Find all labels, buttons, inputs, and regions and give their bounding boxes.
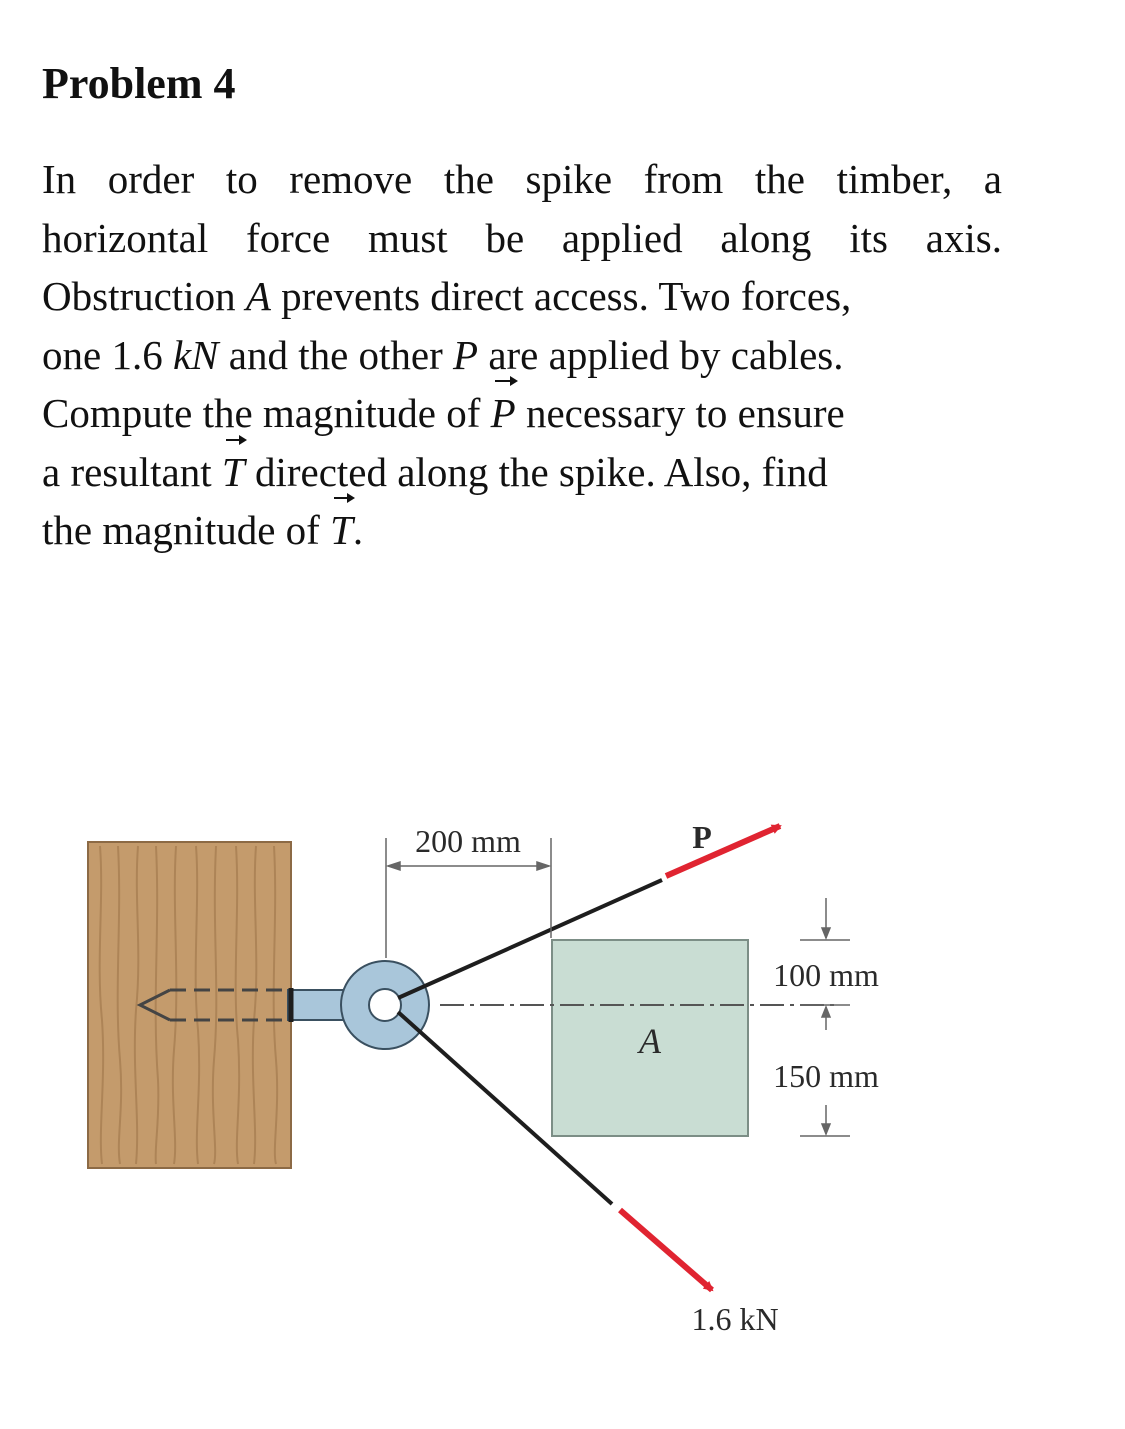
vector-t: T — [222, 443, 245, 502]
problem-line-2: horizontal force must be applied along its axis. — [42, 214, 1002, 261]
timber-block — [88, 842, 291, 1168]
problem-line-3: Obstruction A prevents direct access. Two forces, — [42, 273, 852, 319]
force-1-6kn-arrow — [620, 1210, 712, 1290]
force-p-arrow — [666, 826, 780, 876]
problem-line-1: In order to remove the spike from the timber, a — [42, 156, 1002, 202]
obstruction-label: A — [639, 1021, 661, 1061]
problem-line-4: one 1.6 kN and the other P are applied by cables. — [42, 331, 844, 378]
vector-t-magnitude: T — [330, 501, 353, 560]
unit-kn: kN — [172, 331, 219, 378]
problem-title: Problem 4 — [42, 59, 236, 108]
spike-eye — [288, 961, 429, 1049]
problem-line-5: Compute the magnitude of P necessary to ensure — [42, 384, 1002, 443]
force-1-6kn-label: 1.6 kN — [691, 1301, 779, 1337]
vector-p: P — [491, 384, 516, 443]
dimension-150mm-label: 150 mm — [773, 1058, 879, 1094]
problem-line-6: a resultant T directed along the spike. Also, find — [42, 443, 1002, 502]
dimension-100mm-label: 100 mm — [773, 957, 879, 993]
problem-line-7: the magnitude of T. — [42, 501, 1002, 560]
force-p-label: P — [692, 819, 712, 855]
dimension-vertical — [800, 898, 850, 1136]
variable-a: A — [245, 273, 271, 319]
variable-p: P — [453, 331, 479, 378]
dimension-200mm-label: 200 mm — [415, 823, 521, 859]
